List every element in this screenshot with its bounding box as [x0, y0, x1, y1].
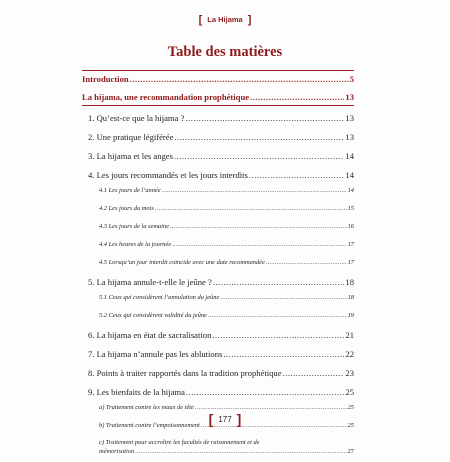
toc-label: 9. Les bienfaits de la hijama: [88, 387, 185, 397]
leader-dots: [220, 292, 346, 304]
leader-dots: [130, 73, 349, 85]
toc-page: 25: [345, 387, 354, 397]
leader-dots: [186, 386, 345, 398]
toc-page: 19: [347, 312, 354, 319]
toc-entry-4-4[interactable]: [82, 239, 354, 251]
toc-label: 7. La hijama n’annule pas les ablutions: [88, 349, 223, 359]
toc-page: 25: [347, 422, 354, 429]
leader-dots: [223, 348, 344, 360]
toc-label: La hijama, une recommandation prophétique: [82, 92, 250, 102]
toc-entry-1[interactable]: [82, 112, 354, 124]
leader-dots: [172, 239, 346, 251]
toc-entry-5[interactable]: [82, 276, 354, 288]
toc-label-line1: c) Traitement pour accroître les facultés de raisonnement et de: [99, 439, 260, 446]
toc-page: 5: [349, 74, 354, 84]
page-footer: [0, 411, 450, 427]
toc-page: 17: [347, 241, 354, 248]
toc-label: 5.1 Ceux qui considèrent l’annulation du jeûne: [99, 294, 220, 301]
leader-dots: [283, 367, 345, 379]
toc-entry-4-2[interactable]: [82, 203, 354, 215]
page-number: 177: [218, 415, 232, 424]
toc-label: 8. Points à traiter rapportés dans la tradition prophétique: [88, 368, 282, 378]
toc-page: 21: [345, 330, 354, 340]
toc-page: 16: [347, 223, 354, 230]
toc-page: 23: [345, 368, 354, 378]
toc-page: 18: [347, 294, 354, 301]
leader-dots: [174, 150, 344, 162]
toc-entry-4[interactable]: [82, 169, 354, 181]
toc-label: 4.5 Lorsqu’un jour interdit coïncide avec une date recommandée: [99, 259, 265, 266]
leader-dots: [213, 276, 345, 288]
leader-dots: [155, 203, 347, 215]
toc-label: 2. Une pratique légiférée: [88, 132, 174, 142]
toc-label: 1. Qu’est-ce que la hijama ?: [88, 113, 185, 123]
leader-dots: [249, 169, 345, 181]
page-title: Table des matières: [167, 44, 283, 60]
toc-page: 13: [345, 113, 354, 123]
rule-under-part: [82, 105, 354, 106]
header-right-bracket: ]: [247, 14, 252, 26]
leader-dots: [135, 447, 346, 456]
toc-entry-4-3[interactable]: [82, 221, 354, 233]
leader-dots: [266, 257, 347, 269]
toc-entry-7[interactable]: [82, 348, 354, 360]
toc-page: 17: [347, 259, 354, 266]
leader-dots: [208, 310, 347, 322]
leader-dots: [174, 131, 344, 143]
header-left-bracket: [: [198, 14, 203, 26]
toc-page: 18: [345, 277, 354, 287]
leader-dots: [250, 91, 344, 103]
footer-left-bracket: [: [208, 411, 214, 427]
toc-entry-3[interactable]: [82, 150, 354, 162]
table-of-contents: [82, 70, 354, 462]
toc-label: 6. La hijama en état de sacralisation: [88, 330, 212, 340]
toc-page: 14: [345, 151, 354, 161]
leader-dots: [162, 185, 347, 197]
toc-label: 4.2 Les jours du mois: [99, 205, 154, 212]
toc-label: b) Traitement contre l’empoisonnement: [99, 422, 200, 429]
toc-page: 25: [347, 404, 354, 411]
toc-page: 27: [347, 448, 354, 455]
toc-entry-6[interactable]: [82, 329, 354, 341]
toc-label: 4. Les jours recommandés et les jours interdits: [88, 170, 248, 180]
rule-top: [82, 70, 354, 71]
toc-page: 14: [347, 187, 354, 194]
toc-page: 13: [345, 132, 354, 142]
toc-label: 5.2 Ceux qui considèrent validité du jeûne: [99, 312, 207, 319]
toc-label: 4.4 Les heures de la journée: [99, 241, 172, 248]
toc-label-line2: mémorisation: [99, 448, 135, 455]
toc-label: 3. La hijama et les anges: [88, 151, 173, 161]
toc-entry-9[interactable]: [82, 386, 354, 398]
leader-dots: [212, 329, 344, 341]
toc-label: 4.1 Les jours de l’année: [99, 187, 161, 194]
toc-entry-part[interactable]: [82, 91, 354, 103]
toc-label: Introduction: [82, 74, 129, 84]
toc-entry-5-1[interactable]: [82, 292, 354, 304]
toc-label: 5. La hijama annule-t-elle le jeûne ?: [88, 277, 212, 287]
toc-entry-2[interactable]: [82, 131, 354, 143]
toc-label: a) Traitement contre les maux de tête: [99, 404, 194, 411]
toc-page: 15: [347, 205, 354, 212]
toc-entry-introduction[interactable]: [82, 73, 354, 85]
toc-entry-4-1[interactable]: [82, 185, 354, 197]
toc-entry-8[interactable]: [82, 367, 354, 379]
leader-dots: [185, 112, 344, 124]
leader-dots: [170, 221, 347, 233]
toc-page: 13: [345, 92, 354, 102]
running-header: [0, 14, 450, 26]
toc-page: 22: [345, 349, 354, 359]
footer-right-bracket: ]: [236, 411, 242, 427]
toc-entry-4-5[interactable]: [82, 257, 354, 269]
toc-entry-9-c[interactable]: [82, 438, 354, 456]
toc-page: 14: [345, 170, 354, 180]
toc-entry-5-2[interactable]: [82, 310, 354, 322]
toc-label: 4.3 Les jours de la semaine: [99, 223, 169, 230]
running-title: La Hijama: [207, 15, 243, 24]
